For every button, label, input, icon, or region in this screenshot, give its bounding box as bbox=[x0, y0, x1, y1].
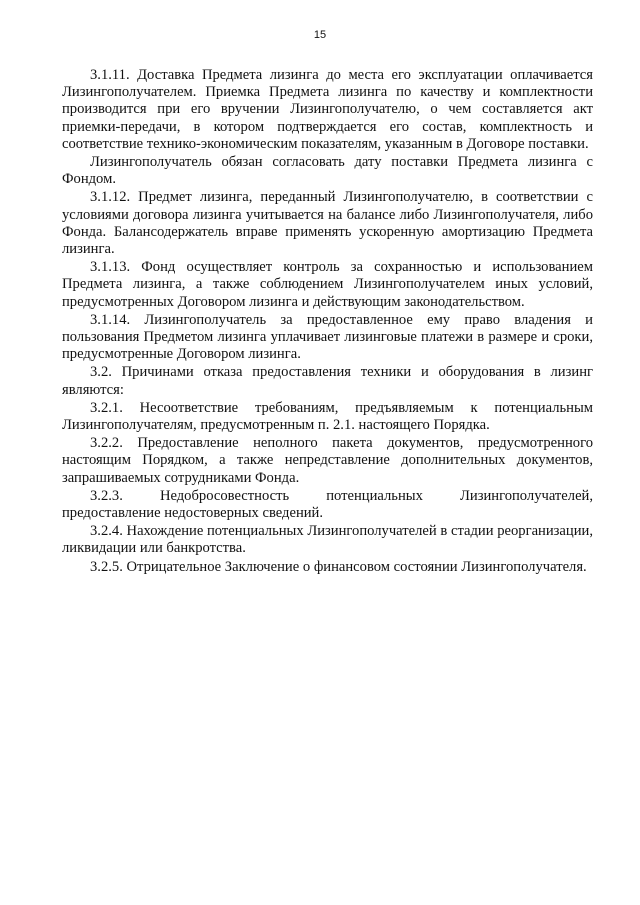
paragraph-delivery-date: Лизингополучатель обязан согласовать дату поставки Предмета лизинга с Фондом. bbox=[62, 154, 593, 188]
paragraph-3-1-12: 3.1.12. Предмет лизинга, переданный Лизингополучателю, в соответствии с условиями договора лизинга учитывается на балансе либо Лизингополучателя, либо Фонда. Балансодержатель вправе применять ускоренную амортизацию Предмета лизинга. bbox=[62, 189, 593, 258]
page-number: 15 bbox=[313, 29, 327, 41]
paragraph-3-2: 3.2. Причинами отказа предоставления техники и оборудования в лизинг являются: bbox=[62, 364, 593, 398]
paragraph-3-1-11: 3.1.11. Доставка Предмета лизинга до места его эксплуатации оплачивается Лизингополучателем. Приемка Предмета лизинга по качеству и комплектности производится при его вручении Лизингополучателю, о чем составляется акт приемки-передачи, в котором подтверждается его состав, комплектность и соответствие технико-экономическим показателям, указанным в Договоре поставки. bbox=[62, 67, 593, 152]
paragraph-3-2-3: 3.2.3. Недобросовестность потенциальных Лизингополучателей, предоставление недостоверных сведений. bbox=[62, 487, 593, 522]
paragraph-3-2-2: 3.2.2. Предоставление неполного пакета документов, предусмотренного настоящим Порядком, а также непредставление дополнительных документов, запрашиваемых сотрудниками Фонда. bbox=[62, 435, 593, 486]
paragraph-3-1-13: 3.1.13. Фонд осуществляет контроль за сохранностью и использованием Предмета лизинга, а также соблюдением Лизингополучателем иных условий, предусмотренных Договором лизинга и действующим законодательством. bbox=[62, 259, 593, 310]
paragraph-3-1-14: 3.1.14. Лизингополучатель за предоставленное ему право владения и пользования Предметом лизинга уплачивает лизинговые платежи в размере и сроки, предусмотренные Договором лизинга. bbox=[62, 311, 593, 363]
paragraph-3-2-5: 3.2.5. Отрицательное Заключение о финансовом состоянии Лизингополучателя. bbox=[90, 558, 587, 575]
paragraph-3-2-1: 3.2.1. Несоответствие требованиям, предъявляемым к потенциальным Лизингополучателям, предусмотренным п. 2.1. настоящего Порядка. bbox=[62, 399, 593, 434]
document-body bbox=[62, 67, 593, 576]
paragraph-3-2-4: 3.2.4. Нахождение потенциальных Лизингополучателей в стадии реорганизации, ликвидации или банкротства. bbox=[62, 523, 593, 557]
